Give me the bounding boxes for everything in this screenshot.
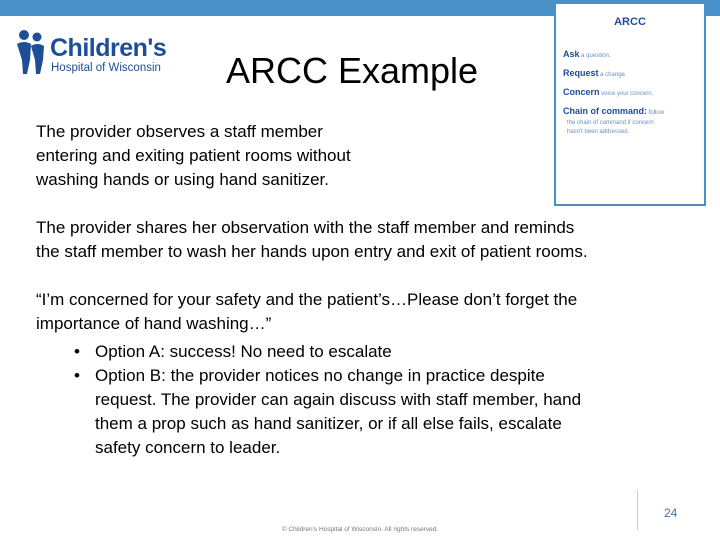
paragraph-quote: “I’m concerned for your safety and the patient’s…Please don’t forget the importance of hand washing…” [36, 290, 578, 333]
options-list [36, 340, 581, 460]
bullet-icon: • [74, 366, 80, 385]
slide-title: ARCC Example [226, 50, 479, 91]
card-ask: Ask a question. [563, 49, 611, 59]
list-item-option-a: • Option A: success! No need to escalate [36, 340, 581, 364]
logo-name: Children's [50, 34, 167, 62]
arcc-card-image [554, 2, 706, 206]
copyright-footer: © Children's Hospital of Wisconsin. All rights reserved. [281, 526, 439, 533]
card-chain-line3: hasn't been addressed. [567, 129, 630, 135]
paragraph-shares: The provider shares her observation with the staff member and reminds the staff member to wash her hands upon entry and exit of patient rooms. [36, 218, 588, 261]
page-number: 24 [664, 506, 678, 520]
card-title: ARCC [614, 16, 646, 28]
card-request: Request a change. [563, 68, 627, 78]
card-concern: Concern voice your concern. [563, 87, 654, 97]
children-figures-icon [14, 28, 48, 76]
list-item-option-b: • Option B: the provider notices no change in practice despite request. The provider can again discuss with staff member, hand them a prop such as hand sanitizer, or if all else fails, escalate safety concern to leader. [74, 366, 582, 457]
logo-subtitle: Hospital of Wisconsin [51, 62, 161, 74]
footer-divider [637, 490, 638, 530]
card-chain: Chain of command: follow [563, 106, 665, 116]
bullet-icon: • [74, 342, 80, 361]
card-chain-line2: the chain of command if concern [567, 120, 654, 126]
childrens-hospital-logo [14, 28, 174, 78]
paragraph-observation: The provider observes a staff member entering and exiting patient rooms without washing hands or using hand sanitizer. [36, 122, 351, 189]
